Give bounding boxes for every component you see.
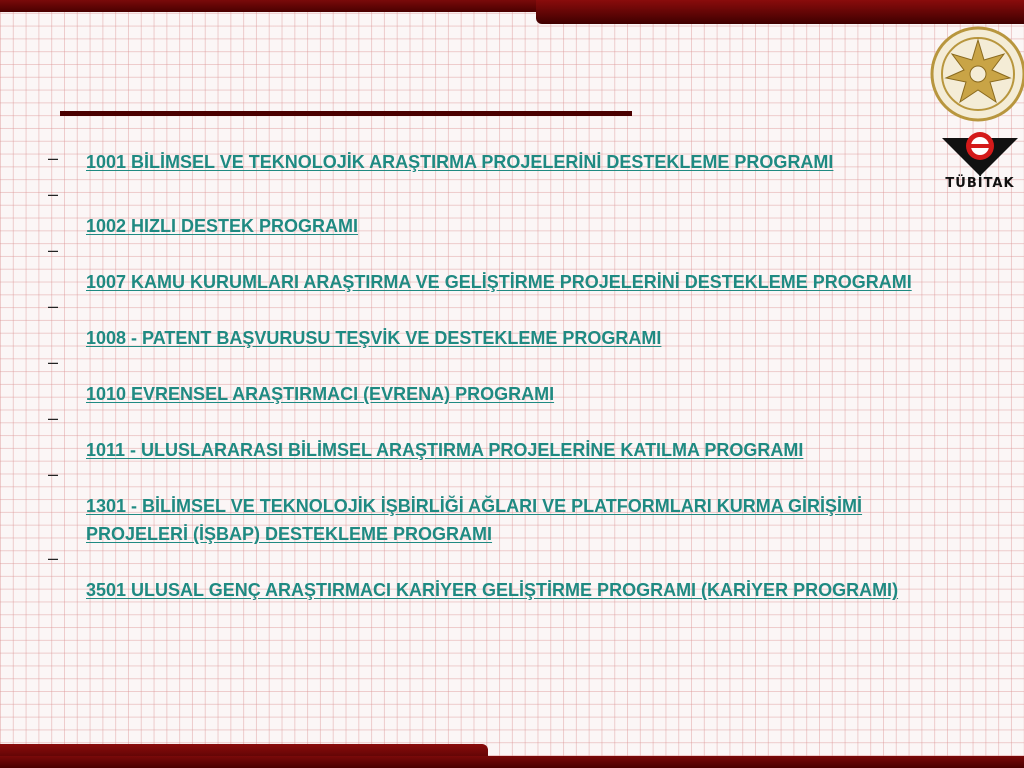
tubitak-logo-text: TÜBİTAK — [945, 176, 1015, 191]
list-item — [48, 548, 918, 604]
program-list — [48, 148, 918, 604]
program-link-1010[interactable]: 1010 EVRENSEL ARAŞTIRMACI (EVRENA) PROGRAMI — [86, 384, 555, 404]
bullet-dash: – — [48, 408, 59, 428]
program-link-1001[interactable]: 1001 BİLİMSEL VE TEKNOLOJİK ARAŞTIRMA PROJELERİNİ DESTEKLEME PROGRAMI — [86, 152, 834, 172]
bullet-dash: – — [48, 148, 59, 168]
tubitak-logo — [936, 124, 1024, 196]
program-link-1008[interactable]: 1008 - PATENT BAŞVURUSU TEŞVİK VE DESTEKLEME PROGRAMI — [86, 328, 662, 348]
bullet-dash: – — [48, 184, 59, 204]
list-item — [48, 240, 918, 296]
program-link-1007[interactable]: 1007 KAMU KURUMLARI ARAŞTIRMA VE GELİŞTİRME PROJELERİNİ DESTEKLEME PROGRAMI — [86, 272, 912, 292]
program-link-1301[interactable]: 1301 - BİLİMSEL VE TEKNOLOJİK İŞBİRLİĞİ AĞLARI VE PLATFORMLARI KURMA GİRİŞİMİ PROJELERİ (İŞBAP) DESTEKLEME PROGRAMI — [86, 496, 863, 544]
list-item — [48, 148, 918, 176]
list-item — [48, 296, 918, 352]
university-seal-logo — [930, 26, 1024, 122]
bullet-dash: – — [48, 296, 59, 316]
top-decor-tab — [536, 0, 1024, 24]
list-item — [48, 184, 918, 240]
program-link-1011[interactable]: 1011 - ULUSLARARASI BİLİMSEL ARAŞTIRMA PROJELERİNE KATILMA PROGRAMI — [86, 440, 804, 460]
program-link-3501[interactable]: 3501 ULUSAL GENÇ ARAŞTIRMACI KARİYER GELİŞTİRME PROGRAMI (KARİYER PROGRAMI) — [86, 580, 899, 600]
bottom-decor-bar — [0, 756, 1024, 768]
list-item — [48, 408, 918, 464]
bullet-dash: – — [48, 464, 59, 484]
bullet-dash: – — [48, 240, 59, 260]
bullet-dash: – — [48, 352, 59, 372]
title-underline — [60, 111, 632, 116]
program-link-1002[interactable]: 1002 HIZLI DESTEK PROGRAMI — [86, 216, 359, 236]
bullet-dash: – — [48, 548, 59, 568]
list-item — [48, 352, 918, 408]
list-item — [48, 464, 918, 548]
